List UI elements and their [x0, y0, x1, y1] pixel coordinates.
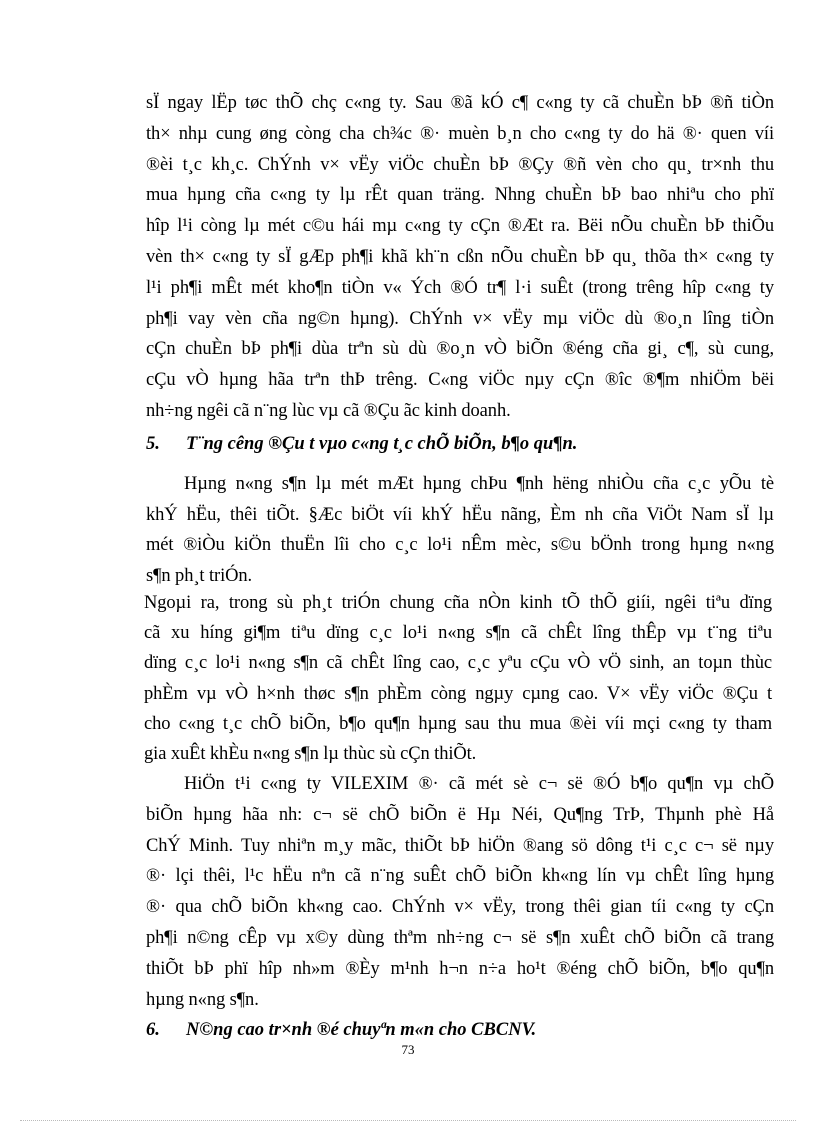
text-line: ph¶i n©ng cÊp vµ x©y dùng thªm nh÷ng c¬ së s¶n xuÊt chÕ biÕn cã trang [146, 928, 774, 948]
section-title: N©ng cao tr×nh ®é chuyªn m«n cho CBCNV. [186, 1020, 537, 1040]
text-line: HiÖn t¹i c«ng ty VILEXIM ®· cã mét sè c¬ së ®Ó b¶o qu¶n vµ chÕ [184, 774, 774, 794]
text-line: s¶n ph¸t triÓn. [146, 565, 253, 586]
text-line: l¹i ph¶i mÊt mét kho¶n tiÒn v« Ých ®Ó tr¶ l·i suÊt (trong trêng hîp c«ng ty [146, 277, 774, 298]
text-line: ®· qua chÕ biÕn kh«ng cao. ChÝnh v× vËy, trong thêi gian tíi c«ng ty cÇn [146, 897, 774, 918]
text-line: thiÕt bÞ phï hîp nh»m ®Èy m¹nh h¬n n÷a ho¹t ®éng chÕ biÕn, b¶o qu¶n [146, 958, 774, 979]
text-line: mua hµng cña c«ng ty lµ rÊt quan träng. Nhng chuÈn bÞ bao nhiªu cho phï [146, 185, 774, 206]
text-line: vèn th× c«ng ty sÏ gÆp ph¶i khã kh¨n cßn nÕu chuÈn bÞ qu¸ thõa th× c«ng ty [146, 247, 774, 267]
text-line: sÏ ngay lËp tøc thÕ chç c«ng ty. Sau ®ã kÓ c¶ c«ng ty cã chuÈn bÞ ®ñ tiÒn [146, 93, 774, 113]
text-line: ph¶i vay vèn cña ng©n hµng). ChÝnh v× vËy mµ viÖc dù ®o¸n lîng tiÒn [146, 308, 774, 329]
section-title: T¨ng cêng ®Çu t vµo c«ng t¸c chÕ biÕn, b¶o qu¶n. [186, 434, 578, 454]
text-line: hîp l¹i còng lµ mét c©u hái mµ c«ng ty cÇn ®Æt ra. Bëi nÕu chuÈn bÞ thiÕu [146, 216, 774, 237]
text-line: khÝ hËu, thêi tiÕt. §Æc biÖt víi khÝ hËu nãng, Èm nh cña ViÖt Nam sÏ lµ [146, 504, 774, 525]
text-line: Ngoµi ra, trong sù ph¸t triÓn chung cña nÒn kinh tÕ thÕ giíi, ngêi tiªu dïng [144, 593, 772, 613]
text-line: cho c«ng t¸c chÕ biÕn, b¶o qu¶n hµng sau thu mua ®èi víi mçi c«ng ty tham [144, 713, 772, 734]
page-bottom-rule [20, 1120, 796, 1121]
text-line: th× nhµ cung øng còng cha ch¾c ®· muèn b¸n cho c«ng ty do hä ®· quen víi [146, 123, 774, 144]
text-line: gia xuÊt khÈu n«ng s¶n lµ thùc sù cÇn thiÕt. [144, 744, 477, 764]
text-line: Hµng n«ng s¶n lµ mét mÆt hµng chÞu ¶nh hëng nhiÒu cña c¸c yÕu tè [184, 474, 774, 494]
text-line: cã xu híng gi¶m tiªu dïng c¸c lo¹i n«ng s¶n cã chÊt lîng thÊp vµ t¨ng tiªu [144, 623, 772, 644]
text-line: mét ®iÒu kiÖn thuËn lîi cho c¸c lo¹i nÊm mèc, s©u bÖnh trong hµng n«ng [146, 535, 774, 555]
text-line: biÕn hµng hãa nh: c¬ së chÕ biÕn ë Hµ Néi, Qu¶ng TrÞ, Thµnh phè Hå [146, 804, 774, 825]
text-line: hµng n«ng s¶n. [146, 989, 259, 1010]
text-line: nh÷ng ngêi cã n¨ng lùc vµ cã ®Çu ãc kinh doanh. [146, 401, 511, 421]
section-number: 6. [146, 1020, 160, 1040]
text-line: phÈm vµ vÒ h×nh thøc s¶n phÈm còng ngµy cµng cao. V× vËy viÖc ®Çu t [144, 683, 772, 704]
page-number: 73 [401, 1042, 415, 1057]
text-line: cÇn chuÈn bÞ ph¶i dùa trªn sù dù ®o¸n vÒ biÕn ®éng cña gi¸ c¶, sù cung, [146, 339, 774, 360]
text-line: ®· lçi thêi, l¹c hËu nªn cã n¨ng suÊt chÕ biÕn kh«ng lín vµ chÊt lîng hµng [146, 866, 774, 887]
section-number: 5. [146, 434, 160, 454]
text-line: ChÝ Minh. Tuy nhiªn m¸y mãc, thiÕt bÞ hiÖn ®ang sö dông t¹i c¸c c¬ së nµy [146, 835, 774, 856]
text-line: ®èi t¸c kh¸c. ChÝnh v× vËy viÖc chuÈn bÞ ®Çy ®ñ vèn cho qu¸ tr×nh thu [146, 154, 774, 175]
section-heading-5 [146, 434, 577, 455]
text-line: dïng c¸c lo¹i n«ng s¶n cã chÊt lîng cao, c¸c yªu cÇu vÒ vÖ sinh, an toµn thùc [144, 653, 772, 674]
text-line: cÇu vÒ hµng hãa trªn thÞ trêng. C«ng viÖc nµy cÇn ®îc ®¶m nhiÖm bëi [146, 370, 774, 391]
section-heading-6 [146, 1020, 536, 1041]
